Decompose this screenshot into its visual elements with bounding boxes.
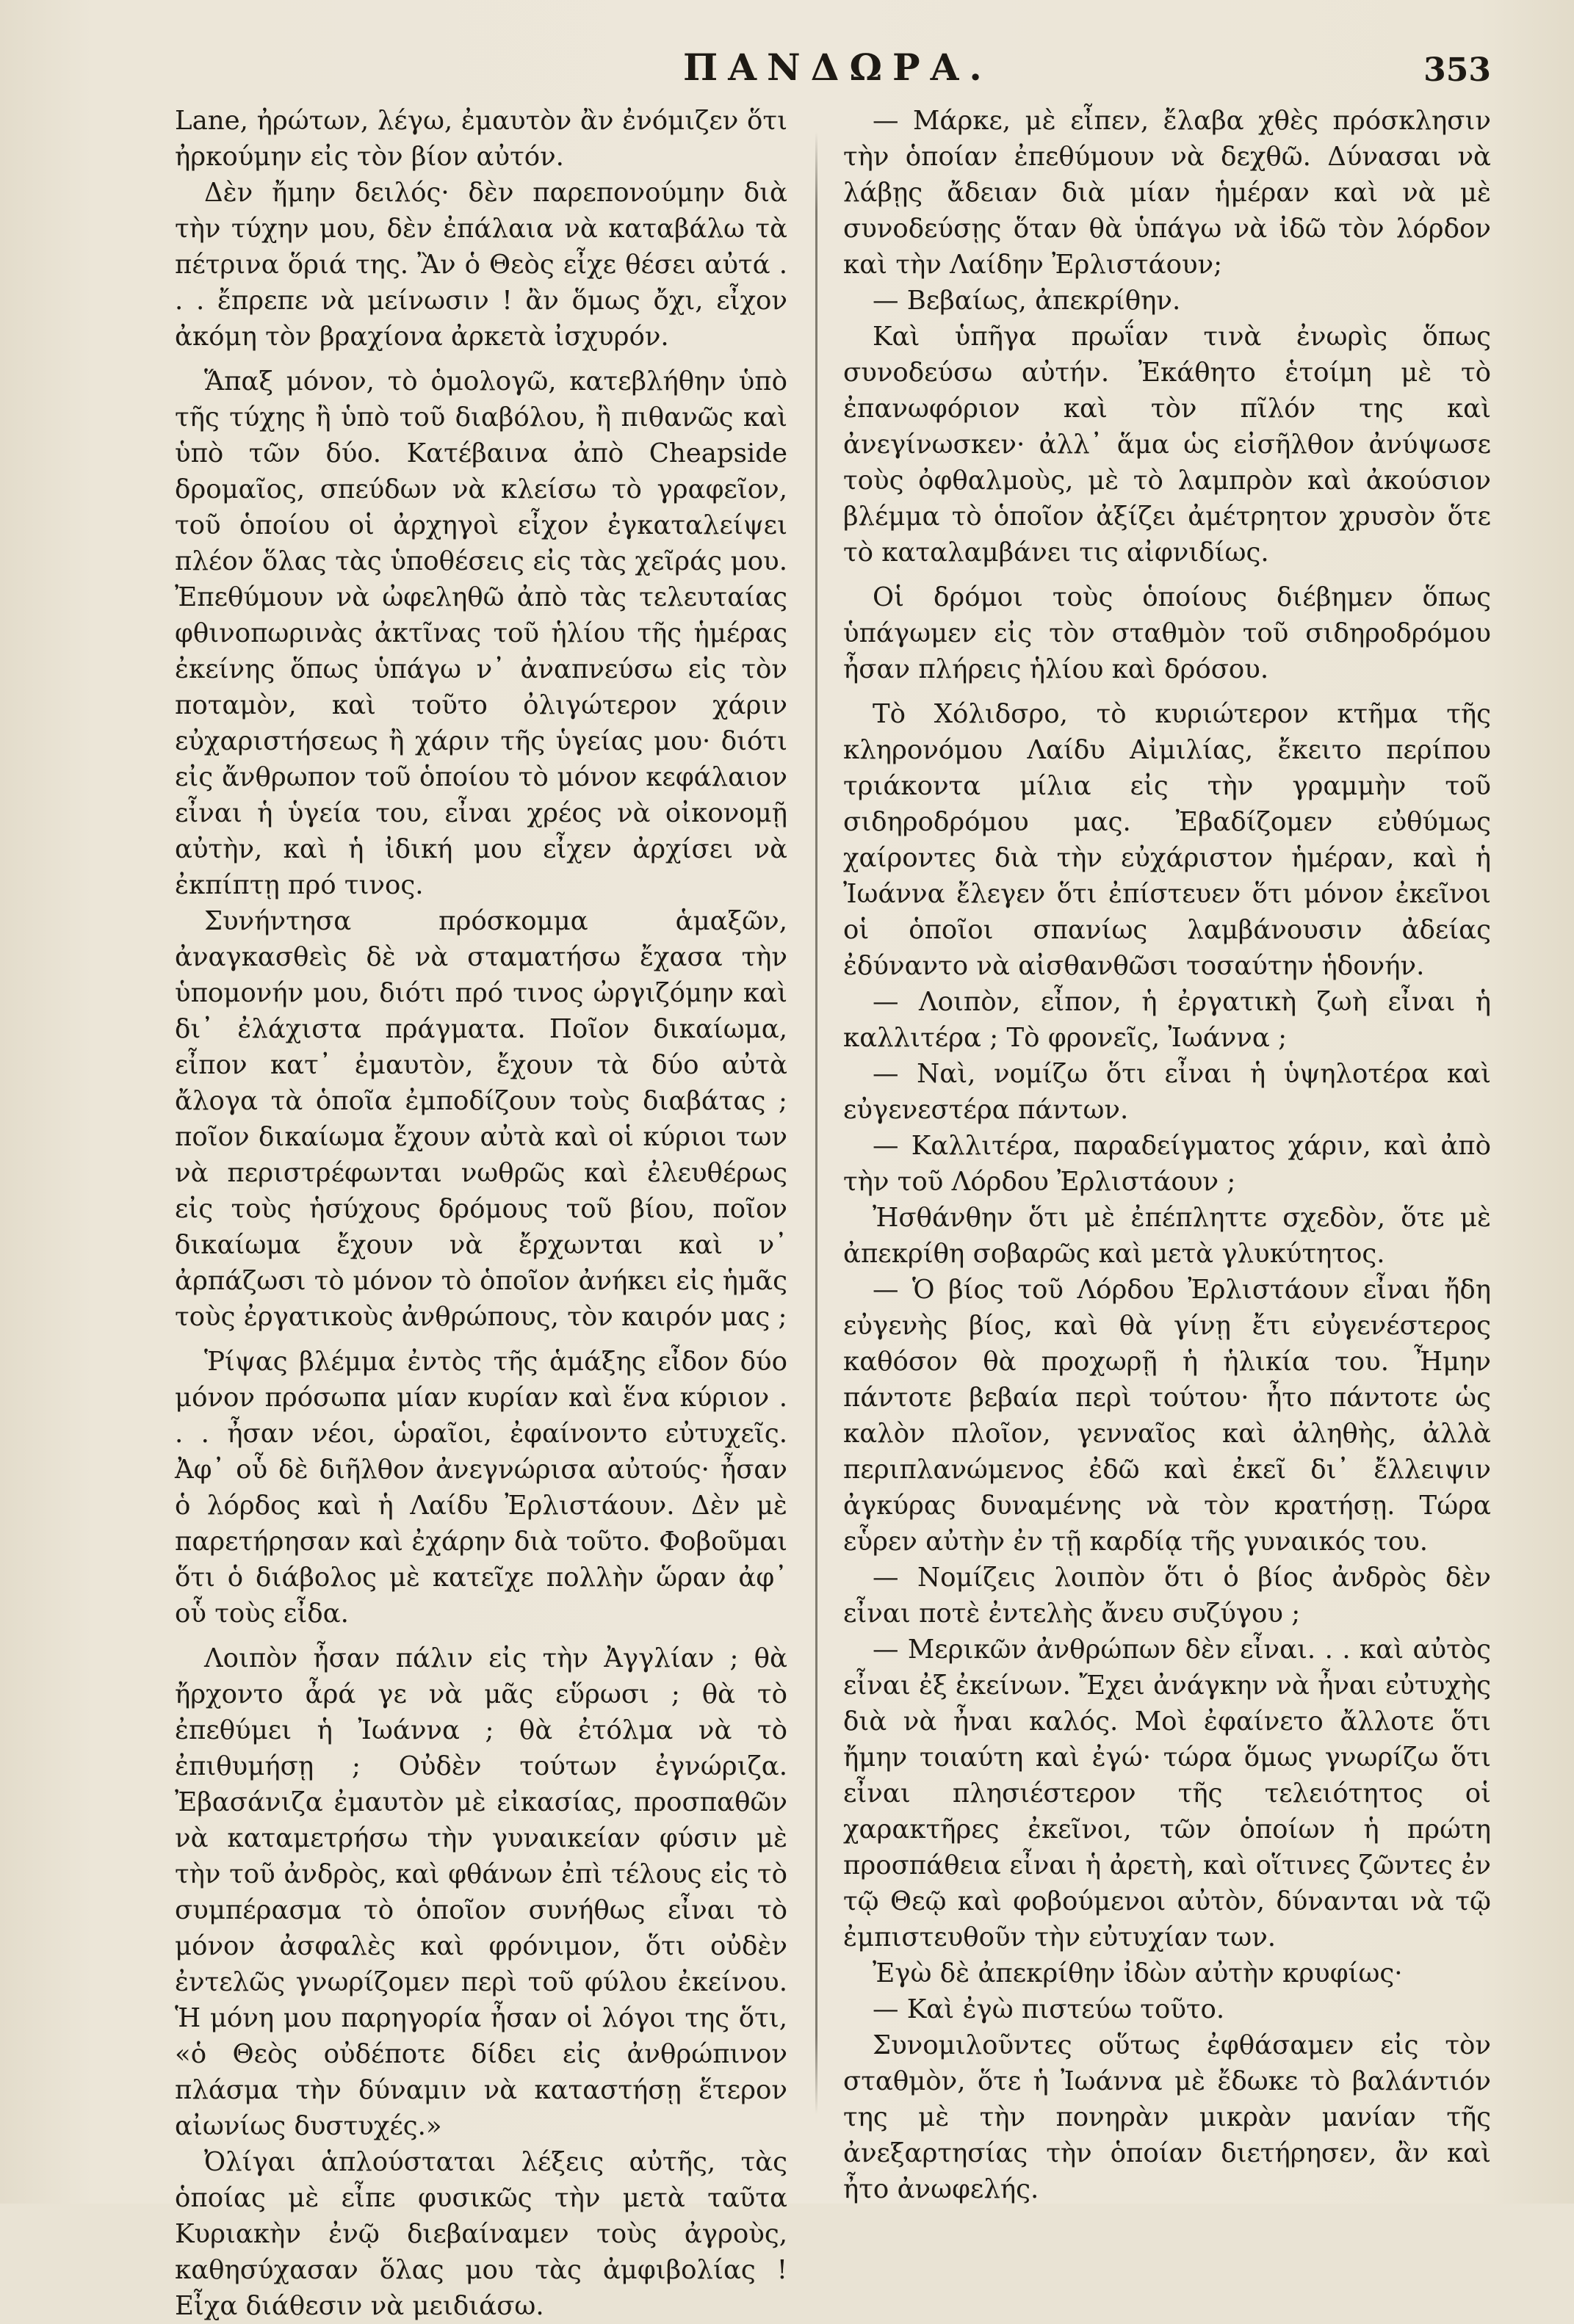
running-head-title: ΠΑΝΔΩΡΑ. [683,46,992,89]
page-number: 353 [1423,51,1491,89]
paragraph: Δὲν ἤμην δειλός· δὲν παρεπονούμην διὰ τὴν τύχην μου, δὲν ἐπάλαια νὰ καταβάλω τὰ πέτρινα ὅριά της. Ἂν ὁ Θεὸς εἶχε θέσει αὐτά . . . ἔπρεπε νὰ μείνωσιν ! ἂν ὅμως ὄχι, εἶχον ἀκόμη τὸν βραχίονα ἀρκετὰ ἰσχυρόν. [175,178,787,352]
paragraph: Τὸ Χόλιδσρο, τὸ κυριώτερον κτῆμα τῆς κληρονόμου Λαίδυ Αἰμιλίας, ἔκειτο περίπου τριάκοντα μίλια εἰς τὴν γραμμὴν τοῦ σιδηροδρόμου μας. Ἐβαδίζομεν εὐθύμως χαίροντες διὰ τὴν εὐχάριστον ἡμέραν, καὶ ἡ Ἰωάννα ἔλεγεν ὅτι ἐπίστευεν ὅτι μόνον ἐκεῖνοι οἱ ὁποῖοι σπανίως λαμβάνουσιν ἀδείας ἐδύναντο νὰ αἰσθανθῶσι τοσαύτην ἡδονήν. [843,699,1491,981]
paragraph: — Μερικῶν ἀνθρώπων δὲν εἶναι. . . καὶ αὐτὸς εἶναι ἐξ ἐκείνων. Ἔχει ἀνάγκην νὰ ἦναι εὐτυχὴς διὰ νὰ ἦναι καλός. Μοὶ ἐφαίνετο ἄλλοτε ὅτι ἤμην τοιαύτη καὶ ἐγώ· τώρα ὅμως γνωρίζω ὅτι εἶναι πλησιέστερον τῆς τελειότητος οἱ χαρακτῆρες ἐκεῖνοι, τῶν ὁποίων ἡ πρώτη προσπάθεια εἶναι ἡ ἀρετὴ, καὶ οἵτινες ζῶντες ἐν τῷ Θεῷ καὶ φοβούμενοι αὐτὸν, δύνανται νὰ τῷ ἐμπιστευθοῦν τὴν εὐτυχίαν των. [843,1635,1491,1952]
paragraph: — Καὶ ἐγὼ πιστεύω τοῦτο. [873,1994,1225,2024]
paragraph: — Λοιπὸν, εἶπον, ἡ ἐργατικὴ ζωὴ εἶναι ἡ καλλιτέρα ; Τὸ φρονεῖς, Ἰωάννα ; [843,987,1491,1053]
paragraph: Ἐγὼ δὲ ἀπεκρίθην ἰδὼν αὐτὴν κρυφίως· [873,1958,1403,1988]
paragraph: — Μάρκε, μὲ εἶπεν, ἔλαβα χθὲς πρόσκλησιν τὴν ὁποίαν ἐπεθύμουν νὰ δεχθῶ. Δύνασαι νὰ λάβῃς ἄδειαν διὰ μίαν ἡμέραν καὶ νὰ μὲ συνοδεύσῃς ὅταν θὰ ὑπάγω νὰ ἰδῶ τὸν λόρδον καὶ τὴν Λαίδην Ἐρλιστάουν; [843,106,1491,280]
paragraph: Ὀλίγαι ἁπλούσταται λέξεις αὐτῆς, τὰς ὁποίας μὲ εἶπε φυσικῶς τὴν μετὰ ταῦτα Κυριακὴν ἐνῷ διεβαίναμεν τοὺς ἀγροὺς, καθησύχασαν ὅλας μου τὰς ἀμφιβολίας ! Εἶχα διάθεσιν νὰ μειδιάσω. [175,2147,787,2321]
left-column [175,103,787,2321]
paragraph: — Βεβαίως, ἀπεκρίθην. [873,286,1181,316]
right-column [843,103,1491,2204]
paragraph: — Νομίζεις λοιπὸν ὅτι ὁ βίος ἀνδρὸς δὲν εἶναι ποτὲ ἐντελὴς ἄνευ συζύγου ; [843,1563,1491,1629]
paragraph: — Καλλιτέρα, παραδείγματος χάριν, καὶ ἀπὸ τὴν τοῦ Λόρδου Ἐρλιστάουν ; [843,1131,1491,1197]
paragraph: Ῥίψας βλέμμα ἐντὸς τῆς ἁμάξης εἶδον δύο μόνον πρόσωπα μίαν κυρίαν καὶ ἕνα κύριον . . . ἦσαν νέοι, ὡραῖοι, ἐφαίνοντο εὐτυχεῖς. Ἀφ᾽ οὗ δὲ διῆλθον ἀνεγνώρισα αὐτούς· ἦσαν ὁ λόρδος καὶ ἡ Λαίδυ Ἐρλιστάουν. Δὲν μὲ παρετήρησαν καὶ ἐχάρην διὰ τοῦτο. Φοβοῦμαι ὅτι ὁ διάβολος μὲ κατεῖχε πολλὴν ὥραν ἀφ᾽ οὗ τοὺς εἶδα. [175,1347,787,1629]
paragraph: — Ναὶ, νομίζω ὅτι εἶναι ἡ ὑψηλοτέρα καὶ εὐγενεστέρα πάντων. [843,1059,1491,1125]
column-divider [815,132,817,2115]
paragraph: Lane, ἠρώτων, λέγω, ἐμαυτὸν ἂν ἐνόμιζεν ὅτι ἠρκούμην εἰς τὸν βίον αὐτόν. [175,106,787,172]
paragraph: Καὶ ὑπῆγα πρωΐαν τινὰ ἐνωρὶς ὅπως συνοδεύσω αὐτήν. Ἐκάθητο ἑτοίμη μὲ τὸ ἐπανωφόριον καὶ τὸν πῖλόν της καὶ ἀνεγίνωσκεν· ἀλλ᾽ ἅμα ὡς εἰσῆλθον ἀνύψωσε τοὺς ὀφθαλμοὺς, μὲ τὸ λαμπρὸν καὶ ἀκούσιον βλέμμα τὸ ὁποῖον ἀξίζει ἀμέτρητον χρυσὸν ὅτε τὸ καταλαμβάνει τις αἰφνιδίως. [843,322,1491,568]
paragraph: Λοιπὸν ἦσαν πάλιν εἰς τὴν Ἀγγλίαν ; θὰ ἤρχοντο ἆρά γε νὰ μᾶς εὕρωσι ; θὰ τὸ ἐπεθύμει ἡ Ἰωάννα ; θὰ ἐτόλμα νὰ τὸ ἐπιθυμήσῃ ; Οὐδὲν τούτων ἐγνώριζα. Ἐβασάνιζα ἐμαυτὸν μὲ εἰκασίας, προσπαθῶν νὰ καταμετρήσω τὴν γυναικείαν φύσιν μὲ τὴν τοῦ ἀνδρὸς, καὶ φθάνων ἐπὶ τέλους εἰς τὸ συμπέρασμα τὸ ὁποῖον συνήθως εἶναι τὸ μόνον ἀσφαλὲς καὶ φρόνιμον, ὅτι οὐδὲν ἐντελῶς γνωρίζομεν περὶ τοῦ φύλου ἐκείνου. Ἡ μόνη μου παρηγορία ἦσαν οἱ λόγοι της ὅτι, «ὁ Θεὸς οὐδέποτε δίδει εἰς ἀνθρώπινον πλάσμα τὴν δύναμιν νὰ καταστήσῃ ἕτερον αἰωνίως δυστυχές.» [175,1643,787,2141]
paragraph: Οἱ δρόμοι τοὺς ὁποίους διέβημεν ὅπως ὑπάγωμεν εἰς τὸν σταθμὸν τοῦ σιδηροδρόμου ἦσαν πλήρεις ἡλίου καὶ δρόσου. [843,582,1491,684]
paragraph: Συνήντησα πρόσκομμα ἁμαξῶν, ἀναγκασθεὶς δὲ νὰ σταματήσω ἔχασα τὴν ὑπομονήν μου, διότι πρό τινος ὠργιζόμην καὶ δι᾽ ἐλάχιστα πράγματα. Ποῖον δικαίωμα, εἶπον κατ᾽ ἐμαυτὸν, ἔχουν τὰ δύο αὐτὰ ἄλογα τὰ ὁποῖα ἐμποδίζουν τοὺς διαβάτας ; ποῖον δικαίωμα ἔχουν αὐτὰ καὶ οἱ κύριοι των νὰ περιστρέφωνται νωθρῶς καὶ ἐλευθέρως εἰς τοὺς ἡσύχους δρόμους τοῦ βίου, ποῖον δικαίωμα ἔχουν νὰ ἔρχωνται καὶ ν᾽ ἀρπάζωσι τὸ μόνον τὸ ὁποῖον ἀνήκει εἰς ἡμᾶς τοὺς ἐργατικοὺς ἀνθρώπους, τὸν καιρόν μας ; [175,906,787,1332]
paragraph: Συνομιλοῦντες οὕτως ἐφθάσαμεν εἰς τὸν σταθμὸν, ὅτε ἡ Ἰωάννα μὲ ἔδωκε τὸ βαλάντιόν της μὲ τὴν πονηρὰν μικρὰν μανίαν τῆς ἀνεξαρτησίας τὴν ὁποίαν διετήρησεν, ἂν καὶ ἦτο ἀνωφελής. [843,2030,1491,2204]
paragraph: Ἅπαξ μόνον, τὸ ὁμολογῶ, κατεβλήθην ὑπὸ τῆς τύχης ἢ ὑπὸ τοῦ διαβόλου, ἢ πιθανῶς καὶ ὑπὸ τῶν δύο. Κατέβαινα ἀπὸ Cheapside δρομαῖος, σπεύδων νὰ κλείσω τὸ γραφεῖον, τοῦ ὁποίου οἱ ἀρχηγοὶ εἶχον ἐγκαταλείψει πλέον ὅλας τὰς ὑποθέσεις εἰς τὰς χεῖράς μου. Ἐπεθύμουν νὰ ὠφεληθῶ ἀπὸ τὰς τελευταίας φθινοπωρινὰς ἀκτῖνας τοῦ ἡλίου τῆς ἡμέρας ἐκείνης ὅπως ὑπάγω ν᾽ ἀναπνεύσω εἰς τὸν ποταμὸν, καὶ τοῦτο ὀλιγώτερον χάριν εὐχαριστήσεως ἢ χάριν τῆς ὑγείας μου· διότι εἰς ἄνθρωπον τοῦ ὁποίου τὸ μόνον κεφάλαιον εἶναι ἡ ὑγεία του, εἶναι χρέος νὰ οἰκονομῇ αὐτὴν, καὶ ἡ ἰδική μου εἶχεν ἀρχίσει νὰ ἐκπίπτῃ πρό τινος. [175,366,787,900]
paragraph: Ἠσθάνθην ὅτι μὲ ἐπέπληττε σχεδὸν, ὅτε μὲ ἀπεκρίθη σοβαρῶς καὶ μετὰ γλυκύτητος. [843,1203,1491,1269]
paragraph: — Ὁ βίος τοῦ Λόρδου Ἐρλιστάουν εἶναι ἤδη εὐγενὴς βίος, καὶ θὰ γίνῃ ἔτι εὐγενέστερος καθόσον θὰ προχωρῇ ἡ ἡλικία του. Ἦμην πάντοτε βεβαία περὶ τούτου· ἦτο πάντοτε ὡς καλὸν πλοῖον, γενναῖος καὶ ἀληθὴς, ἀλλὰ περιπλανώμενος ἐδῶ καὶ ἐκεῖ δι᾽ ἔλλειψιν ἀγκύρας δυναμένης νὰ τὸν κρατήσῃ. Τώρα εὗρεν αὐτὴν ἐν τῇ καρδίᾳ τῆς γυναικός του. [843,1275,1491,1557]
